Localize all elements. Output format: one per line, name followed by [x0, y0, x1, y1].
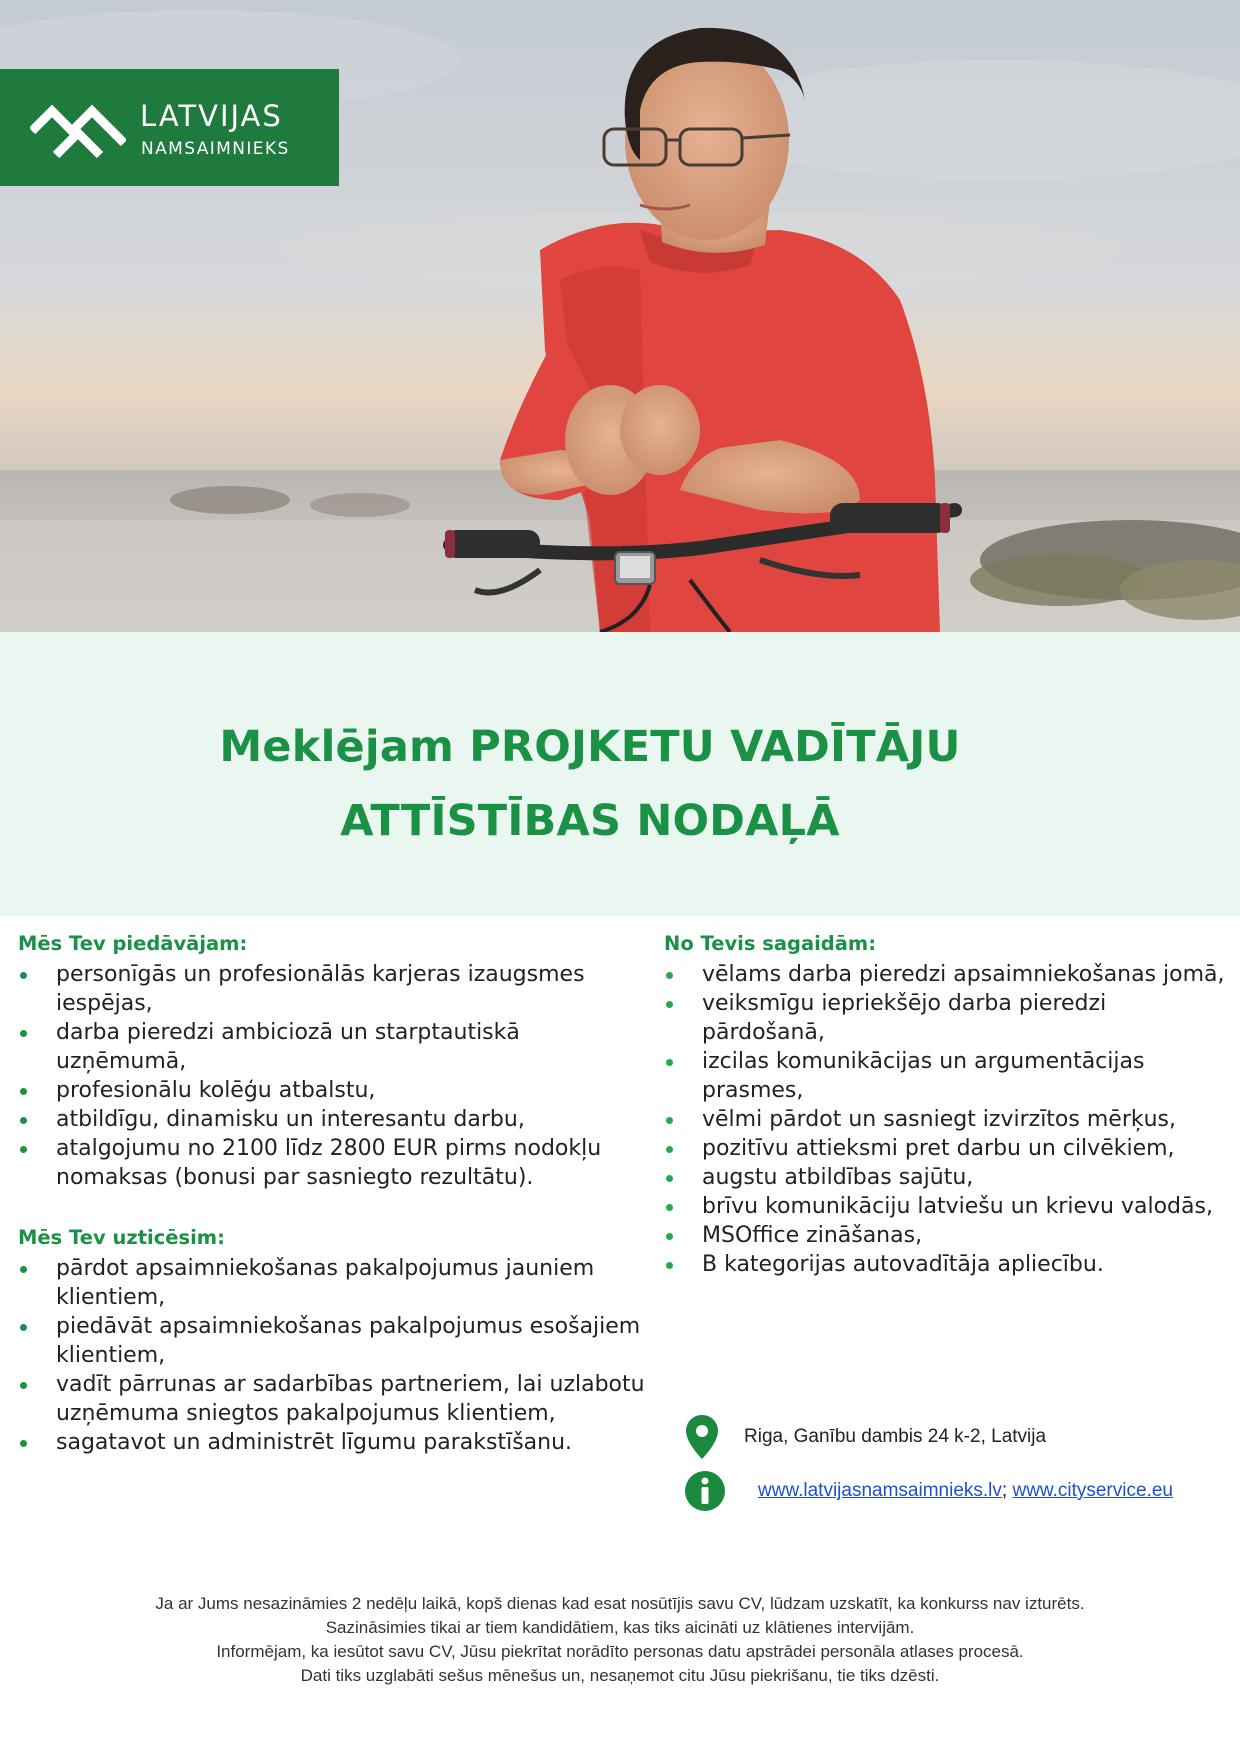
logo-mark-icon [30, 99, 126, 159]
list-item-text: vēlams darba pieredzi apsaimniekošanas jomā, [702, 962, 1225, 987]
bullet-icon [666, 1262, 673, 1269]
list-item [664, 1134, 1234, 1163]
list-item [664, 1047, 1234, 1105]
offer-heading: Mēs Tev piedāvājam: [18, 932, 248, 955]
list-item-text: atbildīgu, dinamisku un interesantu darbu, [56, 1107, 525, 1132]
list-item [18, 1312, 650, 1370]
list-item-text: pozitīvu attieksmi pret darbu un cilvēkiem, [702, 1136, 1175, 1161]
footer-line: Informējam, ka iesūtot savu CV, Jūsu piekrītat norādīto personas datu apstrādei personāla atlases procesā. [216, 1642, 1024, 1661]
list-item [664, 1163, 1234, 1192]
list-item-text: piedāvāt apsaimniekošanas pakalpojumus esošajiem klientiem, [56, 1314, 641, 1368]
list-item [664, 960, 1234, 989]
list-item [664, 1105, 1234, 1134]
bullet-icon [666, 1233, 673, 1240]
list-item [18, 960, 650, 1018]
list-item-text: sagatavot un administrēt līgumu parakstīšanu. [56, 1430, 573, 1455]
list-item [18, 1018, 650, 1076]
website-text [758, 1480, 1173, 1502]
list-item-text: pārdot apsaimniekošanas pakalpojumus jauniem klientiem, [56, 1256, 595, 1310]
page-title-line2: ATTĪSTĪBAS NODAĻĀ [340, 796, 840, 846]
section-gap [18, 1192, 650, 1224]
list-item [664, 1192, 1234, 1221]
website-link-latvijasnamsaimnieks[interactable]: www.latvijasnamsaimnieks.lv [758, 1480, 1002, 1501]
brand-sub: NAMSAIMNIEKS [141, 139, 290, 159]
bullet-icon [20, 972, 27, 979]
brand-logo[interactable] [0, 69, 339, 186]
bullet-icon [20, 1382, 27, 1389]
footer-line: Ja ar Jums nesazināmies 2 nedēļu laikā, kopš dienas kad esat nosūtījis savu CV, lūdzam uzskatīt, ka konkurss nav izturēts. [155, 1594, 1085, 1613]
bullet-icon [20, 1324, 27, 1331]
list-item-text: MSOffice zināšanas, [702, 1223, 923, 1248]
brand-name: LATVIJAS [140, 99, 283, 133]
left-column [18, 930, 650, 1457]
list-item [18, 1105, 650, 1134]
address-text: Riga, Ganību dambis 24 k-2, Latvija [744, 1426, 1047, 1447]
list-item-text: vadīt pārrunas ar sadarbības partneriem, lai uzlabotu uzņēmuma sniegtos pakalpojumus klientiem, [56, 1372, 645, 1426]
bullet-icon [666, 1059, 673, 1066]
tasks-list [18, 1254, 650, 1457]
bullet-icon [666, 1001, 673, 1008]
info-icon [684, 1470, 726, 1512]
location-pin-icon [684, 1413, 720, 1461]
list-item-text: B kategorijas autovadītāja apliecību. [702, 1252, 1104, 1277]
title-band [0, 632, 1240, 916]
list-item [18, 1254, 650, 1312]
bullet-icon [20, 1146, 27, 1153]
right-column [664, 930, 1234, 1279]
website-link-cityservice[interactable]: www.cityservice.eu [1012, 1480, 1173, 1501]
address-row [684, 1413, 1046, 1461]
requirements-heading: No Tevis sagaidām: [664, 932, 877, 955]
footer-disclaimer [60, 1592, 1180, 1688]
list-item [18, 1076, 650, 1105]
list-item-text: personīgās un profesionālās karjeras izaugsmes iespējas, [56, 962, 585, 1016]
bullet-icon [666, 1175, 673, 1182]
list-item [664, 989, 1234, 1047]
list-item-text: brīvu komunikāciju latviešu un krievu valodās, [702, 1194, 1213, 1219]
bullet-icon [20, 1440, 27, 1447]
page-title-line1: Meklējam PROJKETU VADĪTĀJU [219, 722, 961, 772]
bullet-icon [20, 1030, 27, 1037]
list-item-text: vēlmi pārdot un sasniegt izvirzītos mērķus, [702, 1107, 1176, 1132]
list-item-text: augstu atbildības sajūtu, [702, 1165, 974, 1190]
bullet-icon [666, 1117, 673, 1124]
bullet-icon [666, 972, 673, 979]
list-item-text: atalgojumu no 2100 līdz 2800 EUR pirms nodokļu nomaksas (bonusi par sasniegto rezultātu). [56, 1136, 602, 1190]
bullet-icon [666, 1204, 673, 1211]
tasks-heading: Mēs Tev uzticēsim: [18, 1226, 225, 1249]
list-item [664, 1221, 1234, 1250]
list-item-text: veiksmīgu iepriekšējo darba pieredzi pārdošanā, [702, 991, 1107, 1045]
bullet-icon [20, 1088, 27, 1095]
list-item-text: darba pieredzi ambiciozā un starptautiskā uzņēmumā, [56, 1020, 520, 1074]
footer-line: Sazināsimies tikai ar tiem kandidātiem, kas tiks aicināti uz klātienes intervijām. [325, 1618, 915, 1637]
list-item [664, 1250, 1234, 1279]
bullet-icon [20, 1266, 27, 1273]
offer-list [18, 960, 650, 1192]
footer-line: Dati tiks uzglabāti sešus mēnešus un, nesaņemot citu Jūsu piekrišanu, tie tiks dzēsti. [300, 1666, 940, 1685]
list-item [18, 1370, 650, 1428]
bullet-icon [666, 1146, 673, 1153]
bullet-icon [20, 1117, 27, 1124]
list-item [18, 1428, 650, 1457]
website-row [684, 1470, 1173, 1512]
list-item-text: izcilas komunikācijas un argumentācijas prasmes, [702, 1049, 1145, 1103]
list-item-text: profesionālu kolēģu atbalstu, [56, 1078, 376, 1103]
link-separator: ; [1001, 1480, 1013, 1501]
requirements-list [664, 960, 1234, 1279]
list-item [18, 1134, 650, 1192]
